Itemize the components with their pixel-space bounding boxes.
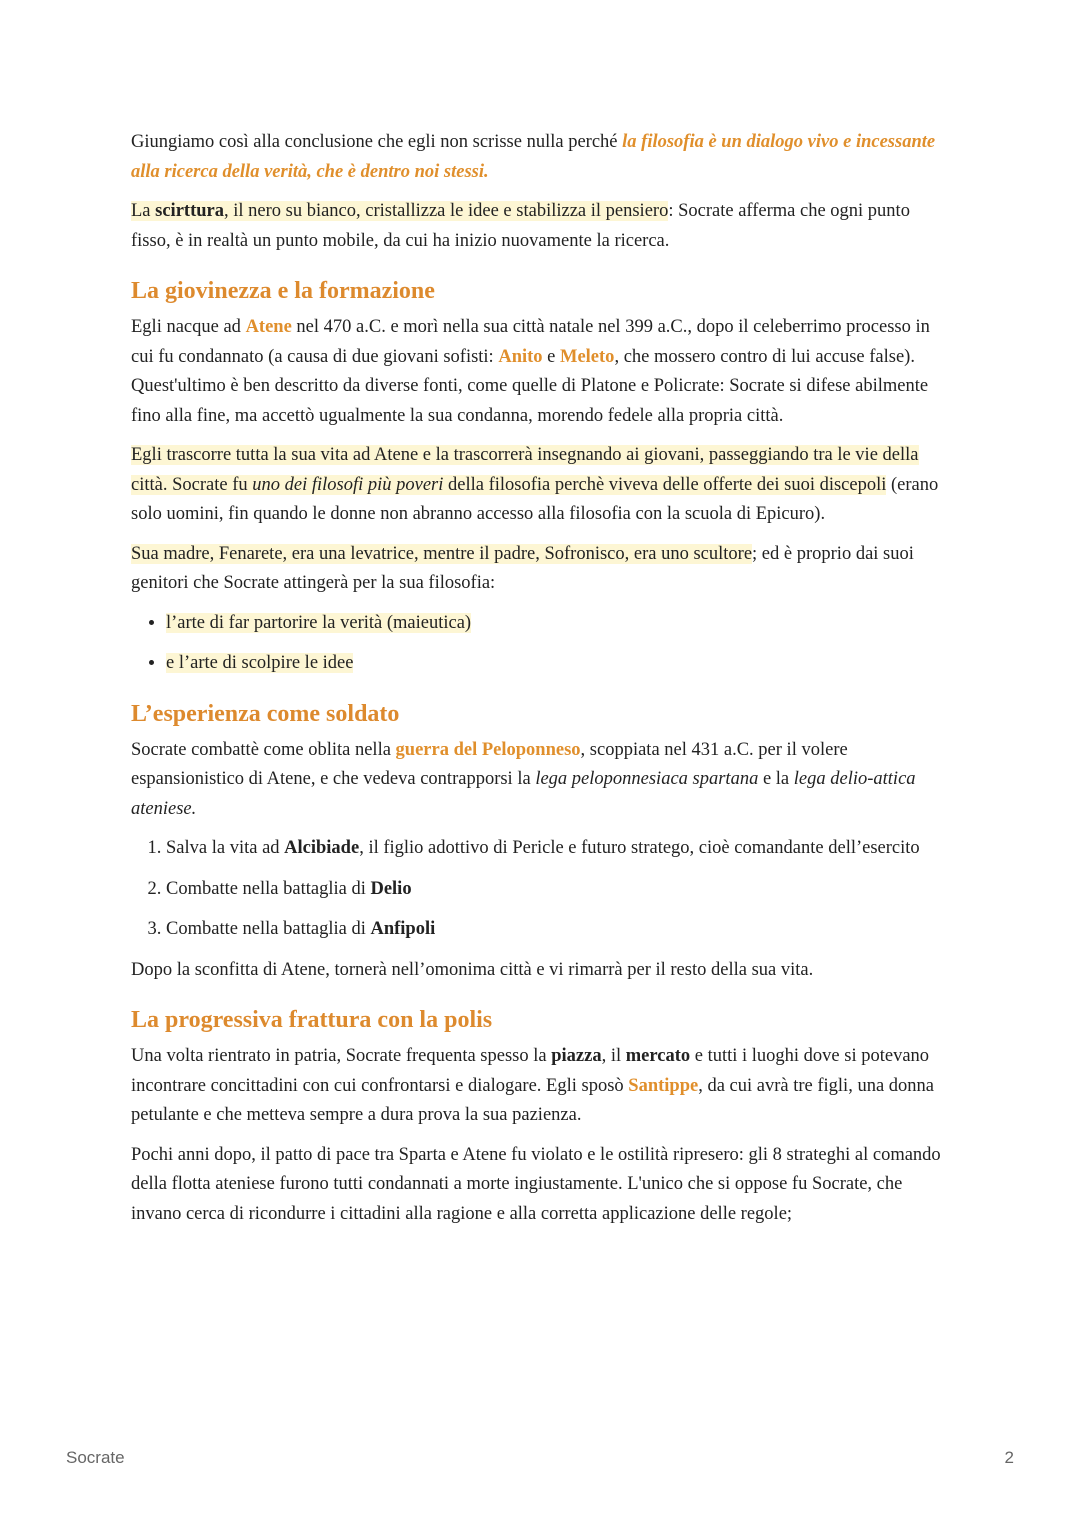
- list-item: 3. Combatte nella battaglia di Anfipoli: [166, 915, 951, 945]
- paragraph-scrittura: La scirttura, il nero su bianco, cristallizza le idee e stabilizza il pensiero: Socrate afferma che ogni punto fisso, è in realtà un punto mobile, da cui ha inizio nuovamente la ricerca.: [131, 201, 910, 251]
- paragraph-strateghi: Pochi anni dopo, il patto di pace tra Sparta e Atene fu violato e le ostilità ripresero: gli 8 strateghi al comando della flotta ateniese furono tutti condannati a morte ingiustamente. L'unico che si oppose fu Socrate, che invano cerca di ricondurre i cittadini alla ragione e alla corretta applicazione delle regole;: [131, 1144, 941, 1224]
- heading-soldato: L’esperienza come soldato: [131, 700, 400, 727]
- footer-title: Socrate: [66, 1448, 125, 1467]
- paragraph-genitori: Sua madre, Fenarete, era una levatrice, mentre il padre, Sofronisco, era uno scultore; ed è proprio dai suoi genitori che Socrate attingerà per la sua filosofia:: [131, 543, 914, 593]
- page-number: 2: [1004, 1448, 1014, 1467]
- paragraph-nascita: Egli nacque ad Atene nel 470 a.C. e morì nella sua città natale nel 399 a.C., dopo il celeberrimo processo in cui fu condannato (a causa di due giovani sofisti: Anito e Meleto, che mossero contro di lui accuse false). Quest'ultimo è ben descritto da diverse fonti, come quelle di Platone e Policrate: Socrate si difese abilmente fino alla fine, ma accettò ugualmente la sua condanna, morendo fedele alla propria città.: [131, 317, 930, 426]
- numbered-list: [131, 834, 951, 945]
- highlight-filosofia: la filosofia è un dialogo vivo e incessante alla ricerca della verità, che è dentro noi stessi.: [131, 132, 936, 182]
- list-item: • l’arte di far partorire la verità (maieutica): [166, 609, 951, 639]
- heading-polis: La progressiva frattura con la polis: [131, 1007, 493, 1033]
- paragraph-vita-atene: Egli trascorre tutta la sua vita ad Atene e la trascorrerà insegnando ai giovani, passeggiando tra le vie della città. Socrate fu uno dei filosofi più poveri della filosofia perchè viveva delle offerte dei suoi discepoli (erano solo uomini, fin quando le donne non abranno accesso alla filosofia con la scuola di Epicuro).: [131, 445, 939, 524]
- list-item: • e l’arte di scolpire le idee: [166, 649, 951, 679]
- paragraph-sconfitta: Dopo la sconfitta di Atene, tornerà nell’omonima città e vi rimarrà per il resto della sua vita.: [131, 959, 814, 980]
- heading-giovinezza: La giovinezza e la formazione: [131, 278, 435, 304]
- bullet-list: [131, 609, 951, 679]
- paragraph-guerra: Socrate combattè come oblita nella guerra del Peloponneso, scoppiata nel 431 a.C. per il volere espansionistico di Atene, e che vedeva contrapporsi la lega peloponnesiaca spartana e la lega delio-attica ateniese.: [131, 739, 916, 819]
- paragraph-conclusion: Giungiamo così alla conclusione che egli non scrisse nulla perché la filosofia è un dialogo vivo e incessante alla ricerca della verità, che è dentro noi stessi.: [131, 132, 936, 182]
- list-item: 1. Salva la vita ad Alcibiade, il figlio adottivo di Pericle e futuro stratego, cioè comandante dell’esercito: [166, 834, 951, 864]
- list-item: 2. Combatte nella battaglia di Delio: [166, 875, 951, 905]
- page-body: [131, 128, 951, 1239]
- paragraph-patria: Una volta rientrato in patria, Socrate frequenta spesso la piazza, il mercato e tutti i luoghi dove si potevano incontrare concittadini con cui confrontarsi e dialogare. Egli sposò Santippe, da cui avrà tre figli, una donna petulante e che metteva sempre a dura prova la sua pazienza.: [131, 1046, 934, 1125]
